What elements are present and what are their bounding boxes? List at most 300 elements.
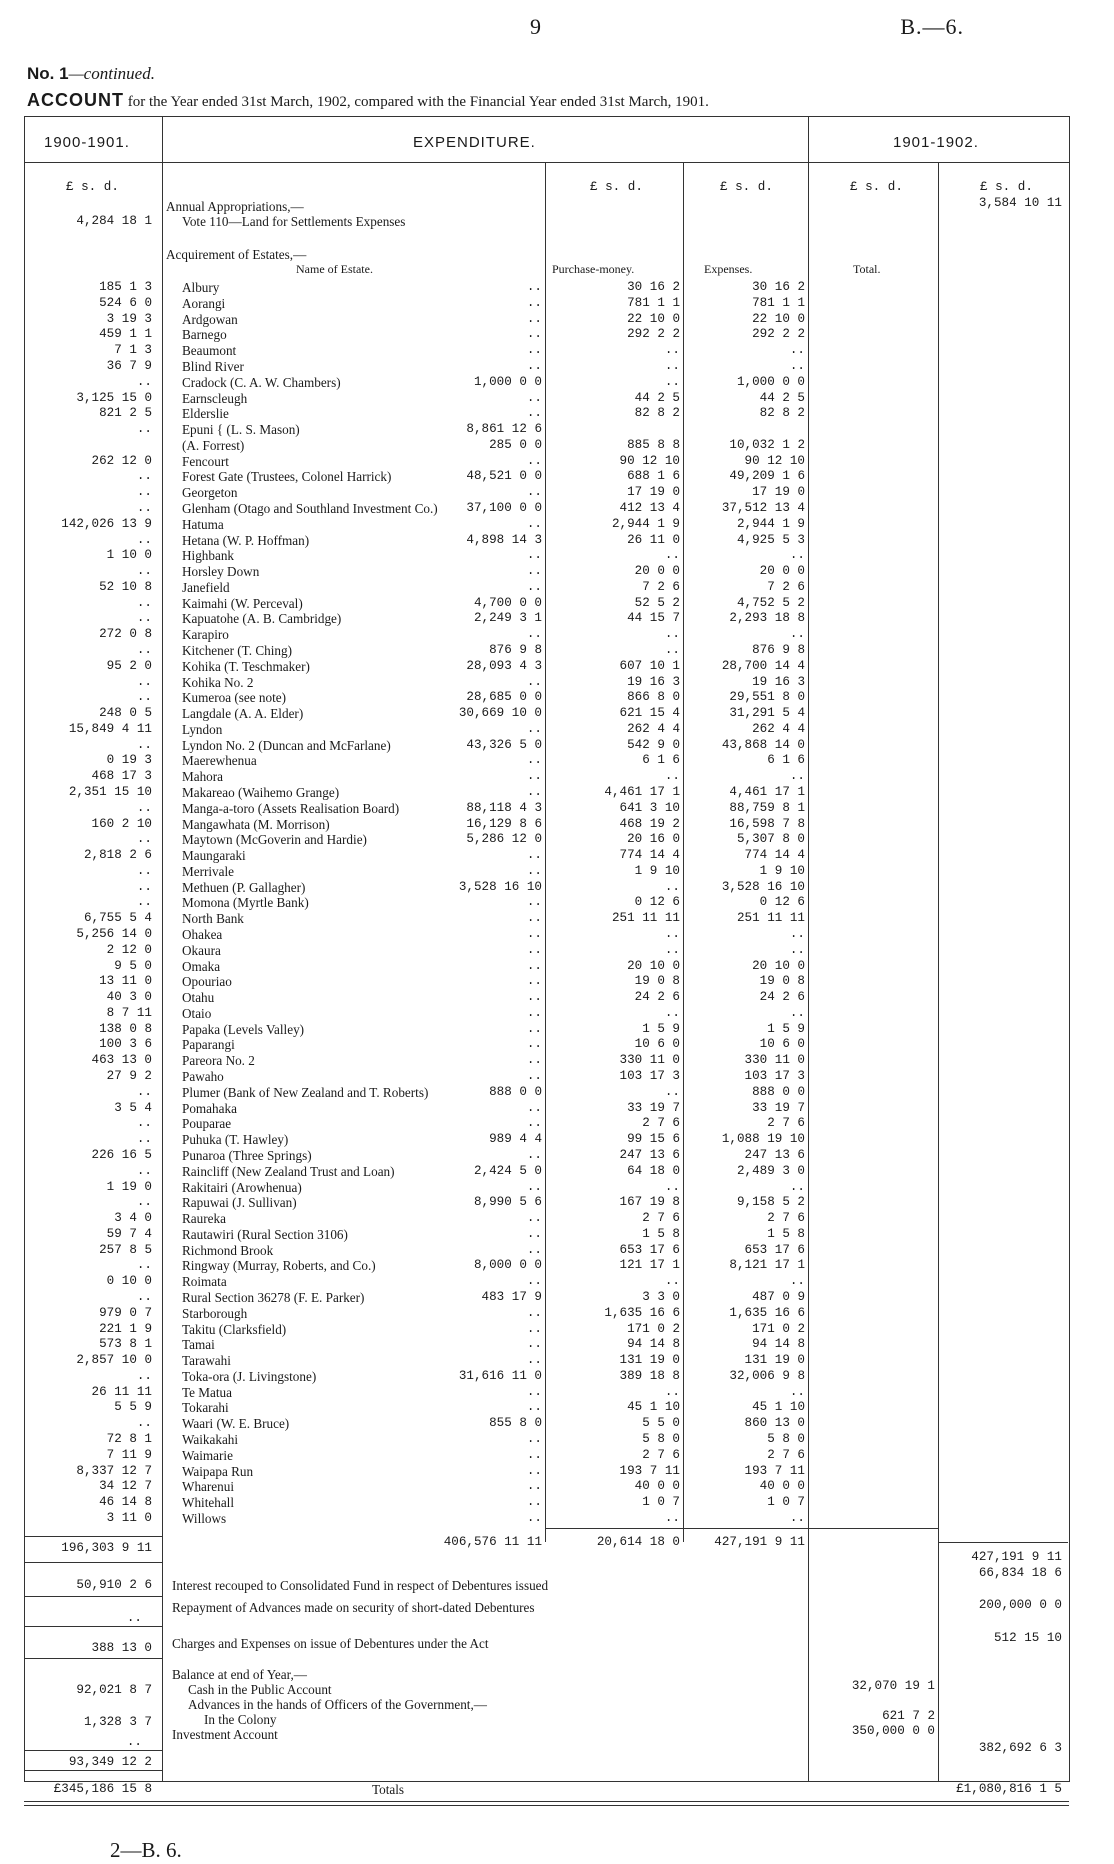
estate-expenses: 781 1 1 [627, 295, 680, 310]
estate-name: Rakitairi (Arowhenua) [182, 1179, 302, 1195]
estate-purchase: .. [526, 1479, 542, 1494]
lsd-header-current: £ s. d. [980, 180, 1033, 194]
estate-expenses: 866 8 0 [627, 690, 680, 705]
estate-name: Glenham (Otago and Southland Investment Co.) [182, 500, 438, 516]
totals-prior: £345,186 15 8 [53, 1782, 152, 1796]
estate-name: Okaura [182, 942, 221, 958]
estate-purchase: 5,286 12 0 [466, 832, 542, 847]
estate-prior: 3 4 0 [114, 1211, 152, 1225]
estate-name: Willows [182, 1510, 227, 1526]
estate-purchase: .. [526, 343, 542, 358]
estate-expenses: 5 8 0 [642, 1431, 680, 1446]
estate-expenses: 45 1 10 [627, 1400, 680, 1415]
continued-heading [27, 64, 155, 84]
estate-total: 32,006 9 8 [729, 1368, 805, 1383]
estate-purchase: .. [526, 548, 542, 563]
estate-total: 20 0 0 [759, 564, 805, 578]
estate-prior: 46 14 8 [99, 1495, 152, 1510]
estate-purchase: 1,000 0 0 [473, 374, 542, 389]
estate-purchase: .. [526, 390, 542, 405]
estate-total: .. [789, 942, 805, 957]
estate-purchase: .. [526, 1353, 542, 1367]
rule-after-subtotal [24, 1562, 162, 1563]
estate-prior: .. [136, 422, 152, 436]
estate-total: 653 17 6 [744, 1242, 805, 1257]
acquirement-label: Acquirement of Estates,— [166, 247, 307, 262]
estate-total: .. [789, 1510, 805, 1525]
estate-prior: 3 5 4 [114, 1100, 152, 1115]
estate-expenses: 44 2 5 [634, 390, 680, 405]
statement-number: No. 1 [27, 64, 69, 83]
estate-expenses: 774 14 4 [619, 848, 680, 863]
estate-expenses: 292 2 2 [627, 327, 680, 342]
estate-total: 1 5 8 [767, 1226, 805, 1241]
estate-total: 22 10 0 [752, 311, 805, 326]
estate-expenses: .. [664, 1384, 680, 1399]
estate-prior: .. [136, 595, 152, 610]
estate-name: Pouparae [182, 1116, 232, 1132]
estates-total-current: 427,191 9 11 [971, 1550, 1062, 1564]
estate-prior: 573 8 1 [99, 1337, 152, 1352]
estate-name: Cradock (C. A. W. Chambers) [182, 374, 341, 390]
investment-prior: .. [126, 1735, 142, 1749]
estate-name: Rautawiri (Rural Section 3106) [182, 1226, 348, 1242]
estate-expenses: 653 17 6 [619, 1242, 680, 1257]
estate-total: 20 10 0 [752, 958, 805, 973]
estate-total: 2,944 1 9 [736, 516, 805, 531]
estate-expenses: .. [664, 343, 680, 358]
estate-purchase: .. [526, 958, 542, 973]
estate-purchase: .. [526, 516, 542, 531]
estate-purchase: 876 9 8 [489, 642, 542, 657]
estate-total: 774 14 4 [744, 848, 805, 863]
estate-purchase: .. [526, 327, 542, 342]
estate-purchase: 16,129 8 6 [466, 816, 542, 831]
estate-total: 4,752 5 2 [736, 595, 805, 610]
estate-total: 487 0 9 [752, 1289, 805, 1304]
estate-expenses: 121 17 1 [619, 1258, 680, 1273]
estate-name: Fencourt [182, 453, 229, 469]
estate-name: Albury [182, 280, 220, 295]
estate-purchase: 43,326 5 0 [466, 737, 542, 752]
estate-prior: .. [136, 1289, 152, 1304]
estate-name: Hatuma [182, 516, 224, 532]
estate-prior: 142,026 13 9 [61, 516, 152, 531]
account-title-text: for the Year ended 31st March, 1902, compared with the Financial Year ended 31st March, 1901. [127, 94, 709, 110]
estate-name: Papaka (Levels Valley) [182, 1021, 305, 1037]
cash-current: 32,070 19 1 [851, 1679, 935, 1693]
charges-prior: 388 13 0 [91, 1641, 152, 1655]
estate-purchase: .. [526, 674, 542, 689]
estate-prior: 463 13 0 [91, 1053, 152, 1068]
estate-expenses: .. [664, 1005, 680, 1020]
estate-total: 2,489 3 0 [736, 1163, 805, 1178]
estate-purchase: 855 8 0 [489, 1416, 542, 1431]
estate-prior: 8 7 11 [106, 1005, 152, 1020]
estate-name: Rapuwai (J. Sullivan) [182, 1195, 297, 1211]
estate-expenses: 171 0 2 [627, 1321, 680, 1336]
estate-expenses: 885 8 8 [627, 437, 680, 452]
estate-expenses: 94 14 8 [627, 1337, 680, 1352]
estate-name: Tarawahi [182, 1353, 231, 1368]
estate-expenses: 2,944 1 9 [611, 516, 680, 531]
estate-name: Toka-ora (J. Livingstone) [182, 1368, 317, 1384]
estate-total: 860 13 0 [744, 1416, 805, 1431]
estate-total: 8,121 17 1 [729, 1258, 805, 1273]
estate-total: .. [789, 548, 805, 563]
estate-expenses: 20 16 0 [627, 832, 680, 847]
estate-expenses: 19 16 3 [627, 674, 680, 689]
estate-purchase: 37,100 0 0 [466, 500, 542, 515]
estate-expenses: 468 19 2 [619, 816, 680, 831]
estate-total: .. [789, 1179, 805, 1194]
estate-purchase: .. [526, 1305, 542, 1320]
estate-name: Waimarie [182, 1447, 233, 1463]
estate-total: 31,291 5 4 [729, 706, 805, 721]
estate-prior: 2 12 0 [106, 942, 152, 957]
estate-prior: .. [136, 690, 152, 705]
estate-expenses: 64 18 0 [627, 1163, 680, 1178]
estate-prior: 0 19 3 [106, 753, 152, 768]
estate-total: 4,925 5 3 [736, 532, 805, 547]
repayment-prior: .. [126, 1611, 142, 1625]
estate-purchase: .. [526, 1005, 542, 1020]
estate-name: Takitu (Clarksfield) [182, 1321, 287, 1337]
appropriations-current: 3,584 10 11 [978, 196, 1062, 210]
page-footer: 2—B. 6. [110, 1838, 182, 1862]
estate-purchase: .. [526, 1495, 542, 1510]
estate-prior: 36 7 9 [106, 358, 152, 373]
estate-name: Earnscleugh [182, 390, 248, 406]
estate-name: Otaio [182, 1005, 212, 1021]
estate-name: Paparangi [182, 1037, 235, 1053]
estate-total: 247 13 6 [744, 1147, 805, 1162]
estate-purchase: 31,616 11 0 [458, 1368, 542, 1383]
estate-expenses: 1 9 10 [634, 863, 680, 878]
estate-purchase: 88,118 4 3 [466, 800, 542, 815]
colony-current: 621 7 2 [882, 1709, 935, 1723]
estate-expenses: 40 0 0 [634, 1479, 680, 1494]
estate-total: 3,528 16 10 [721, 879, 805, 894]
estate-name: Aorangi [182, 295, 226, 311]
continued-suffix: —continued. [68, 64, 155, 83]
estate-total: 888 0 0 [752, 1084, 805, 1099]
estate-total: 44 2 5 [759, 390, 805, 405]
estate-total: 5,307 8 0 [736, 832, 805, 847]
estate-name: Langdale (A. A. Elder) [182, 706, 304, 722]
estate-total: 37,512 13 4 [721, 500, 805, 515]
estate-expenses: 7 2 6 [642, 579, 680, 594]
estate-prior: .. [136, 500, 152, 515]
estate-prior: .. [136, 674, 152, 689]
estates-total-purchase: 406,576 11 11 [443, 1535, 542, 1549]
estate-expenses: 90 12 10 [619, 453, 680, 468]
estate-expenses: .. [664, 1274, 680, 1289]
estate-purchase: .. [526, 1053, 542, 1068]
repayment-current: 200,000 0 0 [978, 1598, 1062, 1612]
estate-prior: 3 19 3 [106, 311, 152, 326]
estate-expenses: 251 11 11 [611, 911, 680, 926]
estate-prior: .. [136, 1416, 152, 1431]
estate-prior: 2,857 10 0 [76, 1353, 152, 1367]
estate-prior: 72 8 1 [106, 1431, 152, 1446]
estate-total: 24 2 6 [759, 990, 805, 1005]
estate-purchase: 4,898 14 3 [466, 532, 542, 547]
estate-name: Raureka [182, 1211, 226, 1226]
estate-expenses: 52 5 2 [634, 595, 680, 610]
estate-expenses: 22 10 0 [627, 311, 680, 326]
estate-total: 2,293 18 8 [729, 611, 805, 626]
rule-after-interest [24, 1596, 162, 1597]
estate-expenses: 30 16 2 [627, 280, 680, 294]
estate-prior: .. [136, 1368, 152, 1383]
estate-purchase: .. [526, 848, 542, 863]
estate-purchase: 48,521 0 0 [466, 469, 542, 484]
estate-name: Wharenui [182, 1479, 234, 1495]
estate-purchase: 285 0 0 [489, 437, 542, 452]
column-rule-purchase [545, 162, 546, 1542]
estate-prior: .. [136, 1084, 152, 1099]
estate-total: 4,461 17 1 [729, 785, 805, 799]
estate-purchase: .. [526, 1274, 542, 1289]
estate-expenses: 33 19 7 [627, 1100, 680, 1115]
estate-total: 1,088 19 10 [721, 1132, 805, 1147]
estate-purchase: .. [526, 753, 542, 768]
estate-purchase: 8,990 5 6 [473, 1195, 542, 1210]
column-rule-left [162, 116, 163, 1781]
estate-name: Kohika (T. Teschmaker) [182, 658, 310, 674]
page-number: 9 [530, 14, 541, 39]
estate-prior: .. [136, 832, 152, 847]
estate-prior: 221 1 9 [99, 1321, 152, 1336]
estate-prior: 7 11 9 [106, 1447, 152, 1462]
estate-prior: 821 2 5 [99, 406, 152, 421]
estate-name: Janefield [182, 579, 230, 595]
estate-name: Pomahaka [182, 1100, 237, 1116]
estate-name: Beaumont [182, 343, 237, 359]
estate-total: 29,551 8 0 [729, 690, 805, 705]
estate-prior: .. [136, 1116, 152, 1131]
cash-prior: 92,021 8 7 [76, 1683, 152, 1697]
estate-prior: 138 0 8 [99, 1021, 152, 1036]
interest-prior: 50,910 2 6 [76, 1578, 152, 1592]
estate-prior: 40 3 0 [106, 990, 152, 1005]
estate-total: 1 0 7 [767, 1495, 805, 1510]
subtotal-rule-current [938, 1542, 1068, 1543]
estate-expenses: .. [664, 642, 680, 657]
estate-total: 10,032 1 2 [729, 437, 805, 452]
estate-purchase: .. [526, 1431, 542, 1446]
estate-total: 2 7 6 [767, 1116, 805, 1131]
estate-expenses: 2 7 6 [642, 1447, 680, 1462]
estate-total: 251 11 11 [736, 911, 805, 926]
lsd-header-purchase: £ s. d. [590, 180, 643, 194]
estate-prior: .. [136, 642, 152, 657]
estate-prior: 248 0 5 [99, 706, 152, 721]
name-of-estate-header: Name of Estate. [296, 262, 373, 276]
estate-total: 171 0 2 [752, 1321, 805, 1336]
estate-expenses: 6 1 6 [642, 753, 680, 768]
estate-name: Makareao (Waihemo Grange) [182, 785, 340, 800]
estate-expenses: 10 6 0 [634, 1037, 680, 1052]
estate-name: Ohakea [182, 927, 223, 942]
subtotal-rule-prior [24, 1536, 162, 1537]
estate-purchase: .. [526, 1100, 542, 1115]
estate-purchase: .. [526, 974, 542, 989]
estate-purchase: 989 4 4 [489, 1132, 542, 1147]
estate-purchase: 28,093 4 3 [466, 658, 542, 673]
estate-purchase: .. [526, 358, 542, 373]
lsd-header-expenses: £ s. d. [720, 180, 773, 194]
estate-prior: 9 5 0 [114, 958, 152, 973]
estate-name: Richmond Brook [182, 1242, 274, 1258]
totals-double-rule-1 [24, 1801, 1069, 1802]
purchase-money-header: Purchase-money. [552, 262, 635, 276]
estate-total: 33 19 7 [752, 1100, 805, 1115]
estate-total: .. [789, 1005, 805, 1020]
estate-total: 28,700 14 4 [721, 658, 805, 673]
estate-name: Punaroa (Three Springs) [182, 1147, 312, 1163]
estate-prior: 979 0 7 [99, 1305, 152, 1320]
estate-purchase: .. [526, 927, 542, 941]
estate-expenses: 641 3 10 [619, 800, 680, 815]
estate-purchase: .. [526, 1116, 542, 1131]
estate-expenses: 1,635 16 6 [604, 1305, 680, 1320]
lsd-header-total: £ s. d. [850, 180, 903, 194]
estate-prior: 226 16 5 [91, 1147, 152, 1162]
estate-expenses: 389 18 8 [619, 1368, 680, 1383]
interest-label: Interest recouped to Consolidated Fund in respect of Debentures issued [172, 1578, 549, 1593]
estate-purchase: .. [526, 406, 542, 421]
estate-expenses: 5 5 0 [642, 1416, 680, 1431]
estate-name: Kitchener (T. Ching) [182, 642, 292, 658]
estate-purchase: .. [526, 1384, 542, 1399]
estate-prior: 257 8 5 [99, 1242, 152, 1257]
colony-label: In the Colony [204, 1712, 277, 1727]
appropriations-vote: Vote 110—Land for Settlements Expenses [182, 214, 406, 229]
investment-label: Investment Account [172, 1727, 278, 1742]
estate-purchase: .. [526, 1021, 542, 1036]
estate-prior: .. [136, 564, 152, 578]
estate-total: 19 16 3 [752, 674, 805, 689]
estate-name: Karapiro [182, 627, 229, 643]
estate-total: 49,209 1 6 [729, 469, 805, 484]
estate-total: .. [789, 627, 805, 642]
estate-expenses: .. [664, 627, 680, 642]
estate-expenses: .. [664, 879, 680, 894]
estate-purchase: .. [526, 564, 542, 578]
estate-expenses: .. [664, 927, 680, 941]
estate-name: Maungaraki [182, 848, 246, 864]
repayment-label: Repayment of Advances made on security of short-dated Debentures [172, 1600, 535, 1615]
estate-prior: .. [136, 895, 152, 910]
estate-name: Elderslie [182, 406, 229, 422]
estate-expenses: .. [664, 1179, 680, 1194]
estate-name: Otahu [182, 990, 215, 1006]
estate-expenses: 17 19 0 [627, 485, 680, 500]
column-rule-total [808, 116, 809, 1781]
estate-expenses: 262 4 4 [627, 721, 680, 736]
estate-total: .. [789, 1274, 805, 1289]
estate-purchase: 483 17 9 [481, 1289, 542, 1304]
estate-expenses: .. [664, 769, 680, 784]
estate-total: 82 8 2 [759, 406, 805, 421]
estate-expenses: 193 7 11 [619, 1463, 680, 1478]
estate-purchase: .. [526, 1337, 542, 1352]
estate-name: Horsley Down [182, 564, 260, 579]
estate-prior: 272 0 8 [99, 627, 152, 642]
estate-name: Waipapa Run [182, 1463, 254, 1479]
estate-expenses: 247 13 6 [619, 1147, 680, 1162]
estate-prior: .. [136, 879, 152, 894]
estate-expenses: 20 0 0 [634, 564, 680, 578]
estate-total: .. [789, 927, 805, 941]
balance-current-total: 382,692 6 3 [978, 1741, 1062, 1755]
estates-total-total: 427,191 9 11 [714, 1535, 805, 1549]
estate-total: .. [789, 1384, 805, 1399]
estate-expenses: 44 15 7 [627, 611, 680, 626]
estate-expenses: 0 12 6 [634, 895, 680, 910]
estate-total: 5 8 0 [767, 1431, 805, 1446]
estate-total: 876 9 8 [752, 642, 805, 657]
advances-label: Advances in the hands of Officers of the Government,— [188, 1697, 487, 1712]
estate-name: Plumer (Bank of New Zealand and T. Roberts) [182, 1084, 429, 1100]
estate-prior: 52 10 8 [99, 579, 152, 594]
estate-total: 781 1 1 [752, 295, 805, 310]
estate-expenses: 131 19 0 [619, 1353, 680, 1367]
estate-purchase: .. [526, 990, 542, 1005]
estate-prior: 160 2 10 [91, 816, 152, 831]
estate-prior: .. [136, 1132, 152, 1147]
estate-purchase: .. [526, 295, 542, 310]
estate-purchase: 2,249 3 1 [473, 611, 542, 626]
estate-prior: 468 17 3 [91, 769, 152, 784]
estate-purchase: .. [526, 911, 542, 926]
estate-name: Forest Gate (Trustees, Colonel Harrick) [182, 469, 392, 485]
estate-prior: .. [136, 863, 152, 878]
estate-total: 0 12 6 [759, 895, 805, 910]
estate-purchase: .. [526, 863, 542, 878]
estate-total: 6 1 6 [767, 753, 805, 768]
estate-expenses: 1 5 9 [642, 1021, 680, 1036]
estate-prior: 26 11 11 [91, 1384, 152, 1399]
estate-total: 330 11 0 [744, 1053, 805, 1068]
estate-total: 19 0 8 [759, 974, 805, 989]
estate-name: Highbank [182, 548, 235, 564]
header-rule [24, 162, 1069, 163]
estate-prior: .. [136, 374, 152, 389]
estate-expenses: 607 10 1 [619, 658, 680, 673]
estate-name: Momona (Myrtle Bank) [182, 895, 309, 911]
estate-name: Methuen (P. Gallagher) [182, 879, 306, 895]
estate-expenses: 412 13 4 [619, 500, 680, 515]
charges-label: Charges and Expenses on issue of Debentures under the Act [172, 1636, 489, 1651]
estate-total: 7 2 6 [767, 579, 805, 594]
estate-prior: .. [136, 1195, 152, 1210]
rule-before-balance-total [24, 1750, 162, 1751]
estate-purchase: .. [526, 785, 542, 799]
account-word: ACCOUNT [27, 90, 124, 110]
estate-total: 43,868 14 0 [721, 737, 805, 752]
rule-after-charges [24, 1658, 162, 1659]
estate-total: 9,158 5 2 [736, 1195, 805, 1210]
estate-prior: .. [136, 611, 152, 626]
account-title [27, 90, 709, 111]
estate-name: North Bank [182, 911, 244, 927]
estate-prior: 3,125 15 0 [76, 390, 152, 405]
estate-prior: 0 10 0 [106, 1274, 152, 1289]
estate-expenses: 26 11 0 [627, 532, 680, 547]
